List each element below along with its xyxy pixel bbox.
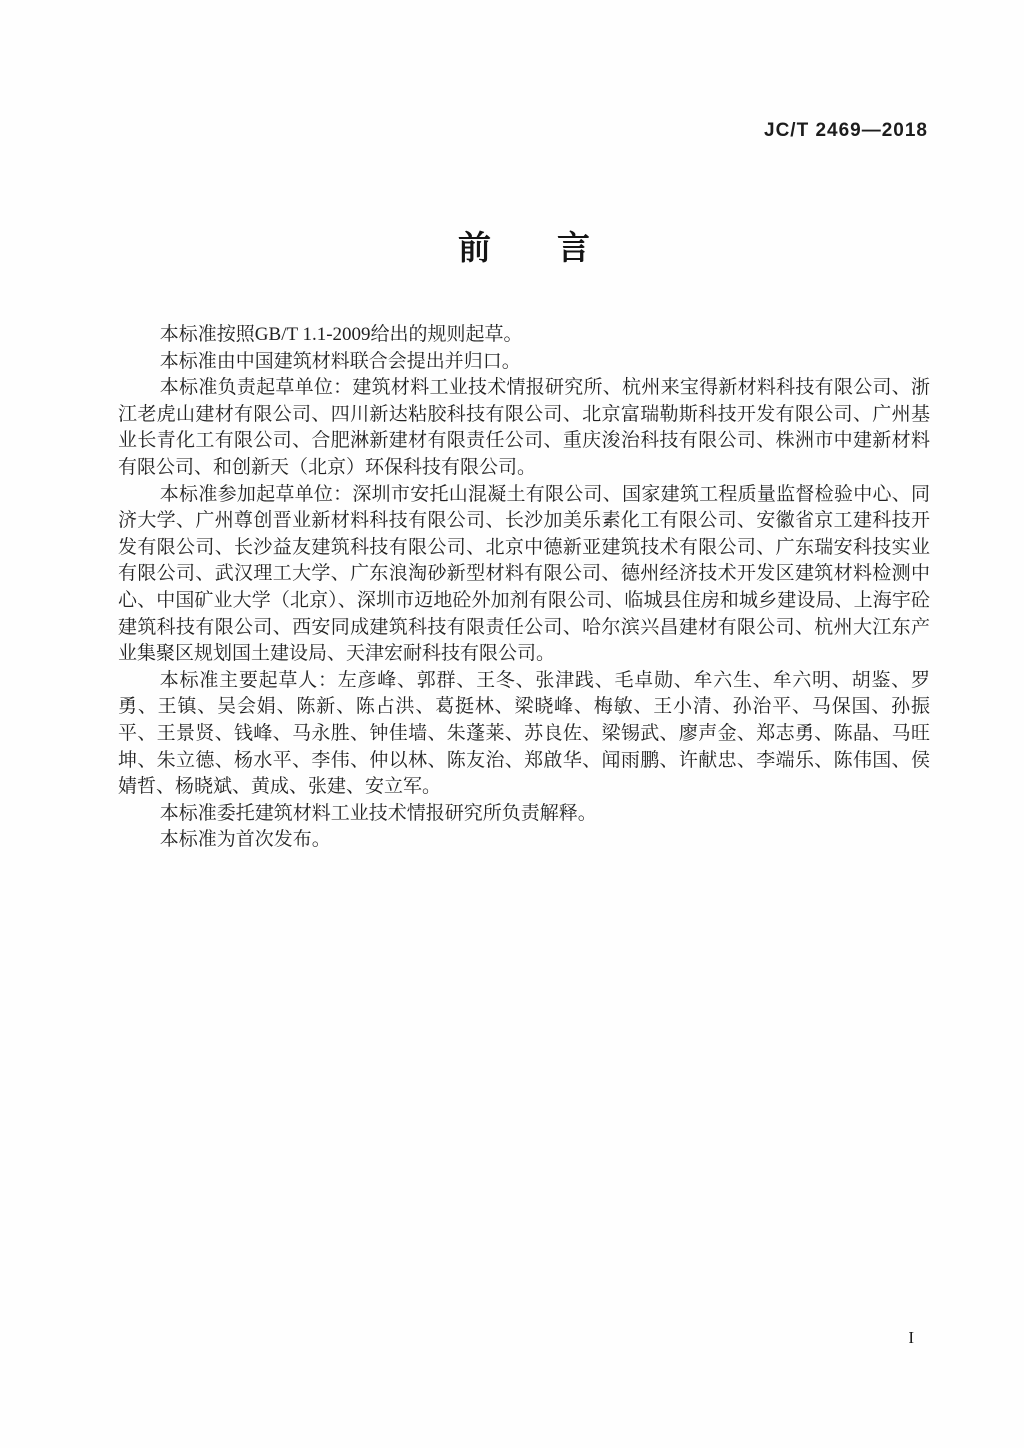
paragraph-participating-drafting-units: 本标准参加起草单位：深圳市安托山混凝土有限公司、国家建筑工程质量监督检验中心、同济大学、广州尊创晋业新材料科技有限公司、长沙加美乐素化工有限公司、安徽省京工建科技开发有限公司、长沙益友建筑科技有限公司、北京中德新亚建筑技术有限公司、广东瑞安科技实业有限公司、武汉理工大学、广东浪淘砂新型材料有限公司、德州经济技术开发区建筑材料检测中心、中国矿业大学（北京）、深圳市迈地砼外加剂有限公司、临城县住房和城乡建设局、上海宇砼建筑科技有限公司、西安同成建筑科技有限责任公司、哈尔滨兴昌建材有限公司、杭州大江东产业集聚区规划国土建设局、天津宏耐科技有限公司。 [118, 483, 930, 665]
paragraph-responsible-drafting-units: 本标准负责起草单位：建筑材料工业技术情报研究所、杭州来宝得新材料科技有限公司、浙江老虎山建材有限公司、四川新达粘胶科技有限公司、北京富瑞勒斯科技开发有限公司、广州基业长青化工有限公司、合肥淋新建材有限责任公司、重庆浚治科技有限公司、株洲市中建新材料有限公司、和创新天（北京）环保科技有限公司。 [118, 377, 930, 478]
standard-number: JC/T 2469—2018 [764, 120, 928, 141]
paragraph-basis: 本标准按照GB/T 1.1-2009给出的规则起草。 [159, 324, 523, 345]
page-title: 前 言 [458, 229, 590, 266]
page-number: I [908, 1328, 914, 1347]
paragraph-main-drafters: 本标准主要起草人：左彦峰、郭群、王冬、张津践、毛卓勋、牟六生、牟六明、胡鉴、罗勇、王镇、吴会娟、陈新、陈占洪、葛挺林、梁晓峰、梅敏、王小清、孙治平、马保国、孙振平、王景贤、钱峰、马永胜、钟佳墙、朱蓬莱、苏良佐、梁锡武、廖声金、郑志勇、陈晶、马旺坤、朱立德、杨水平、李伟、仲以林、陈友治、郑啟华、闻雨鹏、许献忠、李端乐、陈伟国、侯婧哲、杨晓斌、黄成、张建、安立军。 [118, 669, 930, 798]
paragraph-first-issue: 本标准为首次发布。 [159, 829, 331, 851]
paragraph-interpretation: 本标准委托建筑材料工业技术情报研究所负责解释。 [159, 802, 597, 824]
foreword-body [118, 322, 930, 854]
paragraph-proposer: 本标准由中国建筑材料联合会提出并归口。 [159, 350, 521, 372]
